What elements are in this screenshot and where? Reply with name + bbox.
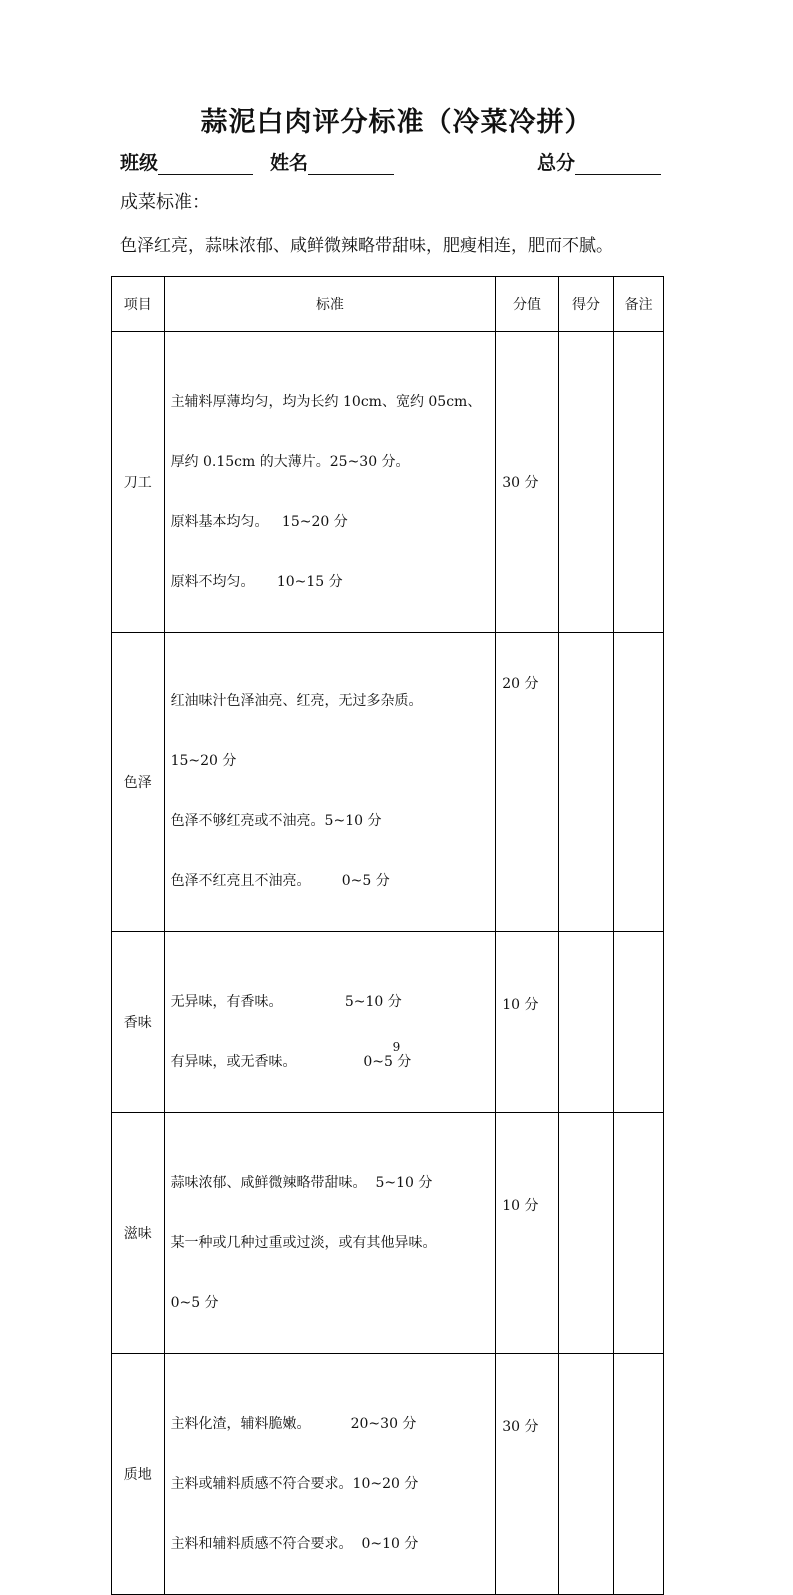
- row-remarks: [614, 1113, 664, 1354]
- table-row: [112, 633, 664, 932]
- scoring-table: [111, 276, 664, 1595]
- row-obtained: [558, 1354, 613, 1595]
- row-standard: [164, 332, 496, 633]
- row-standard: [164, 1354, 496, 1595]
- standard-line: 0~5 分: [170, 1295, 219, 1311]
- row-item: 质地: [112, 1354, 165, 1595]
- name-label: 姓名: [270, 152, 309, 174]
- total-label: 总分: [537, 152, 576, 174]
- row-score: 10 分: [496, 932, 559, 1113]
- standard-line: 主料化渣，辅料脆嫩。 20~30 分: [170, 1416, 417, 1432]
- row-item: 滋味: [112, 1113, 165, 1354]
- row-obtained: [558, 332, 613, 633]
- row-standard: [164, 633, 496, 932]
- row-score: 30 分: [496, 1354, 559, 1595]
- header-score: 分值: [496, 277, 559, 332]
- standard-line: 主辅料厚薄均匀，均为长约 10cm、宽约 05cm、: [170, 394, 482, 410]
- header-remarks: 备注: [614, 277, 664, 332]
- header-item: 项目: [112, 277, 165, 332]
- standard-line: 红油味汁色泽油亮、红亮，无过多杂质。: [170, 693, 423, 709]
- row-score: 30 分: [496, 332, 559, 633]
- standard-line: 厚约 0.15cm 的大薄片。25~30 分。: [170, 454, 410, 470]
- row-obtained: [558, 1113, 613, 1354]
- standard-line: 主料和辅料质感不符合要求。 0~10 分: [170, 1536, 419, 1552]
- class-field: [120, 148, 253, 175]
- page-number: 9: [392, 1040, 401, 1054]
- standard-line: 有异味，或无香味。 0~5 分: [170, 1054, 412, 1070]
- table-row: [112, 1113, 664, 1354]
- row-obtained: [558, 633, 613, 932]
- name-field: [270, 148, 394, 175]
- total-blank: [575, 156, 661, 175]
- row-item: 香味: [112, 932, 165, 1113]
- table-row: [112, 332, 664, 633]
- standard-line: 某一种或几种过重或过淡，或有其他异味。: [170, 1235, 437, 1251]
- class-label: 班级: [120, 152, 159, 174]
- header-obtained: 得分: [558, 277, 613, 332]
- row-remarks: [614, 633, 664, 932]
- row-item: 刀工: [112, 332, 165, 633]
- standard-text: 色泽红亮，蒜味浓郁、咸鲜微辣略带甜味，肥瘦相连，肥而不腻。: [120, 236, 613, 256]
- table-row: [112, 932, 664, 1113]
- standard-line: 蒜味浓郁、咸鲜微辣略带甜味。 5~10 分: [170, 1175, 433, 1191]
- standard-line: 原料基本均匀。 15~20 分: [170, 514, 348, 530]
- standard-line: 主料或辅料质感不符合要求。10~20 分: [170, 1476, 419, 1492]
- row-score: 20 分: [496, 633, 559, 932]
- table-header-row: [112, 277, 664, 332]
- row-remarks: [614, 932, 664, 1113]
- row-standard: [164, 1113, 496, 1354]
- total-field: [537, 148, 661, 175]
- row-score: 10 分: [496, 1113, 559, 1354]
- row-item: 色泽: [112, 633, 165, 932]
- standard-label: 成菜标准：: [120, 192, 210, 213]
- row-obtained: [558, 932, 613, 1113]
- row-remarks: [614, 332, 664, 633]
- standard-line: 15~20 分: [170, 753, 237, 769]
- page-title: 蒜泥白肉评分标准（冷菜冷拼）: [200, 107, 593, 138]
- standard-line: 无异味，有香味。 5~10 分: [170, 994, 402, 1010]
- standard-line: 色泽不红亮且不油亮。 0~5 分: [170, 873, 390, 889]
- header-standard: 标准: [164, 277, 496, 332]
- row-standard: [164, 932, 496, 1113]
- class-blank: [158, 156, 253, 175]
- table-row: [112, 1354, 664, 1595]
- name-blank: [308, 156, 394, 175]
- standard-line: 原料不均匀。 10~15 分: [170, 574, 343, 590]
- standard-line: 色泽不够红亮或不油亮。5~10 分: [170, 813, 382, 829]
- row-remarks: [614, 1354, 664, 1595]
